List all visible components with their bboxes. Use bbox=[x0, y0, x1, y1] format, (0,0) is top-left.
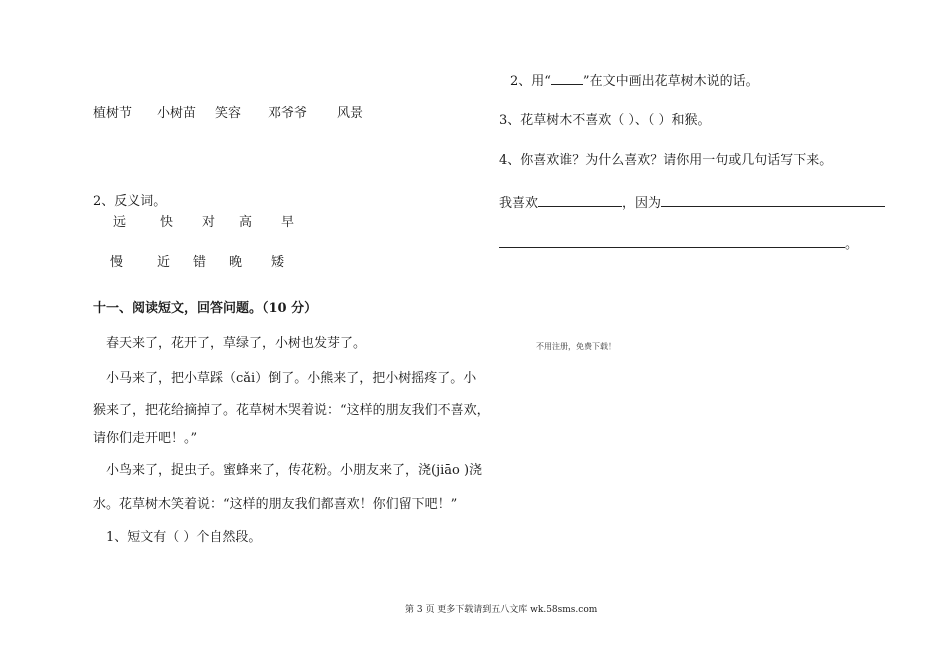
antonym-word: 晚 bbox=[229, 255, 243, 270]
question-2 bbox=[510, 72, 759, 90]
passage-line: 小鸟来了，捉虫子。蜜蜂来了，传花粉。小朋友来了，浇(jiāo )浇 bbox=[106, 463, 483, 478]
answer-line-1 bbox=[499, 194, 885, 212]
word-item: 植树节 bbox=[93, 106, 133, 121]
passage-line: 水。花草树木笑着说：“这样的朋友我们都喜欢！你们留下吧！” bbox=[93, 497, 458, 512]
passage-line: 猴来了，把花给摘掉了。花草树木哭着说：“这样的朋友我们不喜欢， bbox=[93, 403, 490, 418]
antonym-title: 2、反义词。 bbox=[93, 194, 167, 209]
antonym-word: 慢 bbox=[110, 255, 124, 270]
antonym-word: 近 bbox=[157, 255, 171, 270]
antonym-word: 快 bbox=[160, 215, 174, 230]
passage-line: 小马来了，把小草踩（cǎi）倒了。小熊来了，把小树摇疼了。小 bbox=[106, 371, 477, 386]
answer-blank-reason[interactable] bbox=[661, 194, 885, 207]
answer-label-because: ，因为 bbox=[622, 196, 662, 211]
question-1: 1、短文有（ ）个自然段。 bbox=[106, 530, 262, 545]
word-item: 邓爷爷 bbox=[268, 106, 308, 121]
answer-line-2 bbox=[499, 235, 858, 253]
passage-line: 请你们走开吧！。” bbox=[93, 431, 198, 446]
word-item: 小树苗 bbox=[157, 106, 197, 121]
antonym-word: 远 bbox=[113, 215, 127, 230]
antonym-word: 早 bbox=[281, 215, 295, 230]
underline-sample bbox=[551, 72, 583, 85]
answer-label-like: 我喜欢 bbox=[499, 196, 539, 211]
question-3: 3、花草树木不喜欢（ ）、（ ）和猴。 bbox=[499, 113, 711, 128]
section-title: 十一、阅读短文，回答问题。（10 分） bbox=[93, 301, 318, 316]
question-2-suffix: ”在文中画出花草树木说的话。 bbox=[582, 74, 759, 89]
antonym-word: 高 bbox=[239, 215, 253, 230]
page-footer: 第 3 页 更多下载请到五八文库 wk.58sms.com bbox=[405, 605, 598, 615]
watermark-text: 不用注册，免费下载！ bbox=[536, 342, 616, 351]
question-4: 4、你喜欢谁？为什么喜欢？请你用一句或几句话写下来。 bbox=[499, 153, 833, 168]
word-item: 笑容 bbox=[215, 106, 242, 121]
answer-end-period: 。 bbox=[845, 237, 859, 252]
antonym-word: 错 bbox=[193, 255, 207, 270]
antonym-word: 对 bbox=[202, 215, 216, 230]
answer-blank-continue[interactable] bbox=[499, 235, 845, 248]
answer-blank-who[interactable] bbox=[538, 194, 622, 207]
word-item: 风景 bbox=[337, 106, 364, 121]
antonym-word: 矮 bbox=[271, 255, 285, 270]
question-2-prefix: 2、用“ bbox=[510, 74, 551, 89]
passage-line: 春天来了，花开了，草绿了，小树也发芽了。 bbox=[106, 336, 367, 351]
